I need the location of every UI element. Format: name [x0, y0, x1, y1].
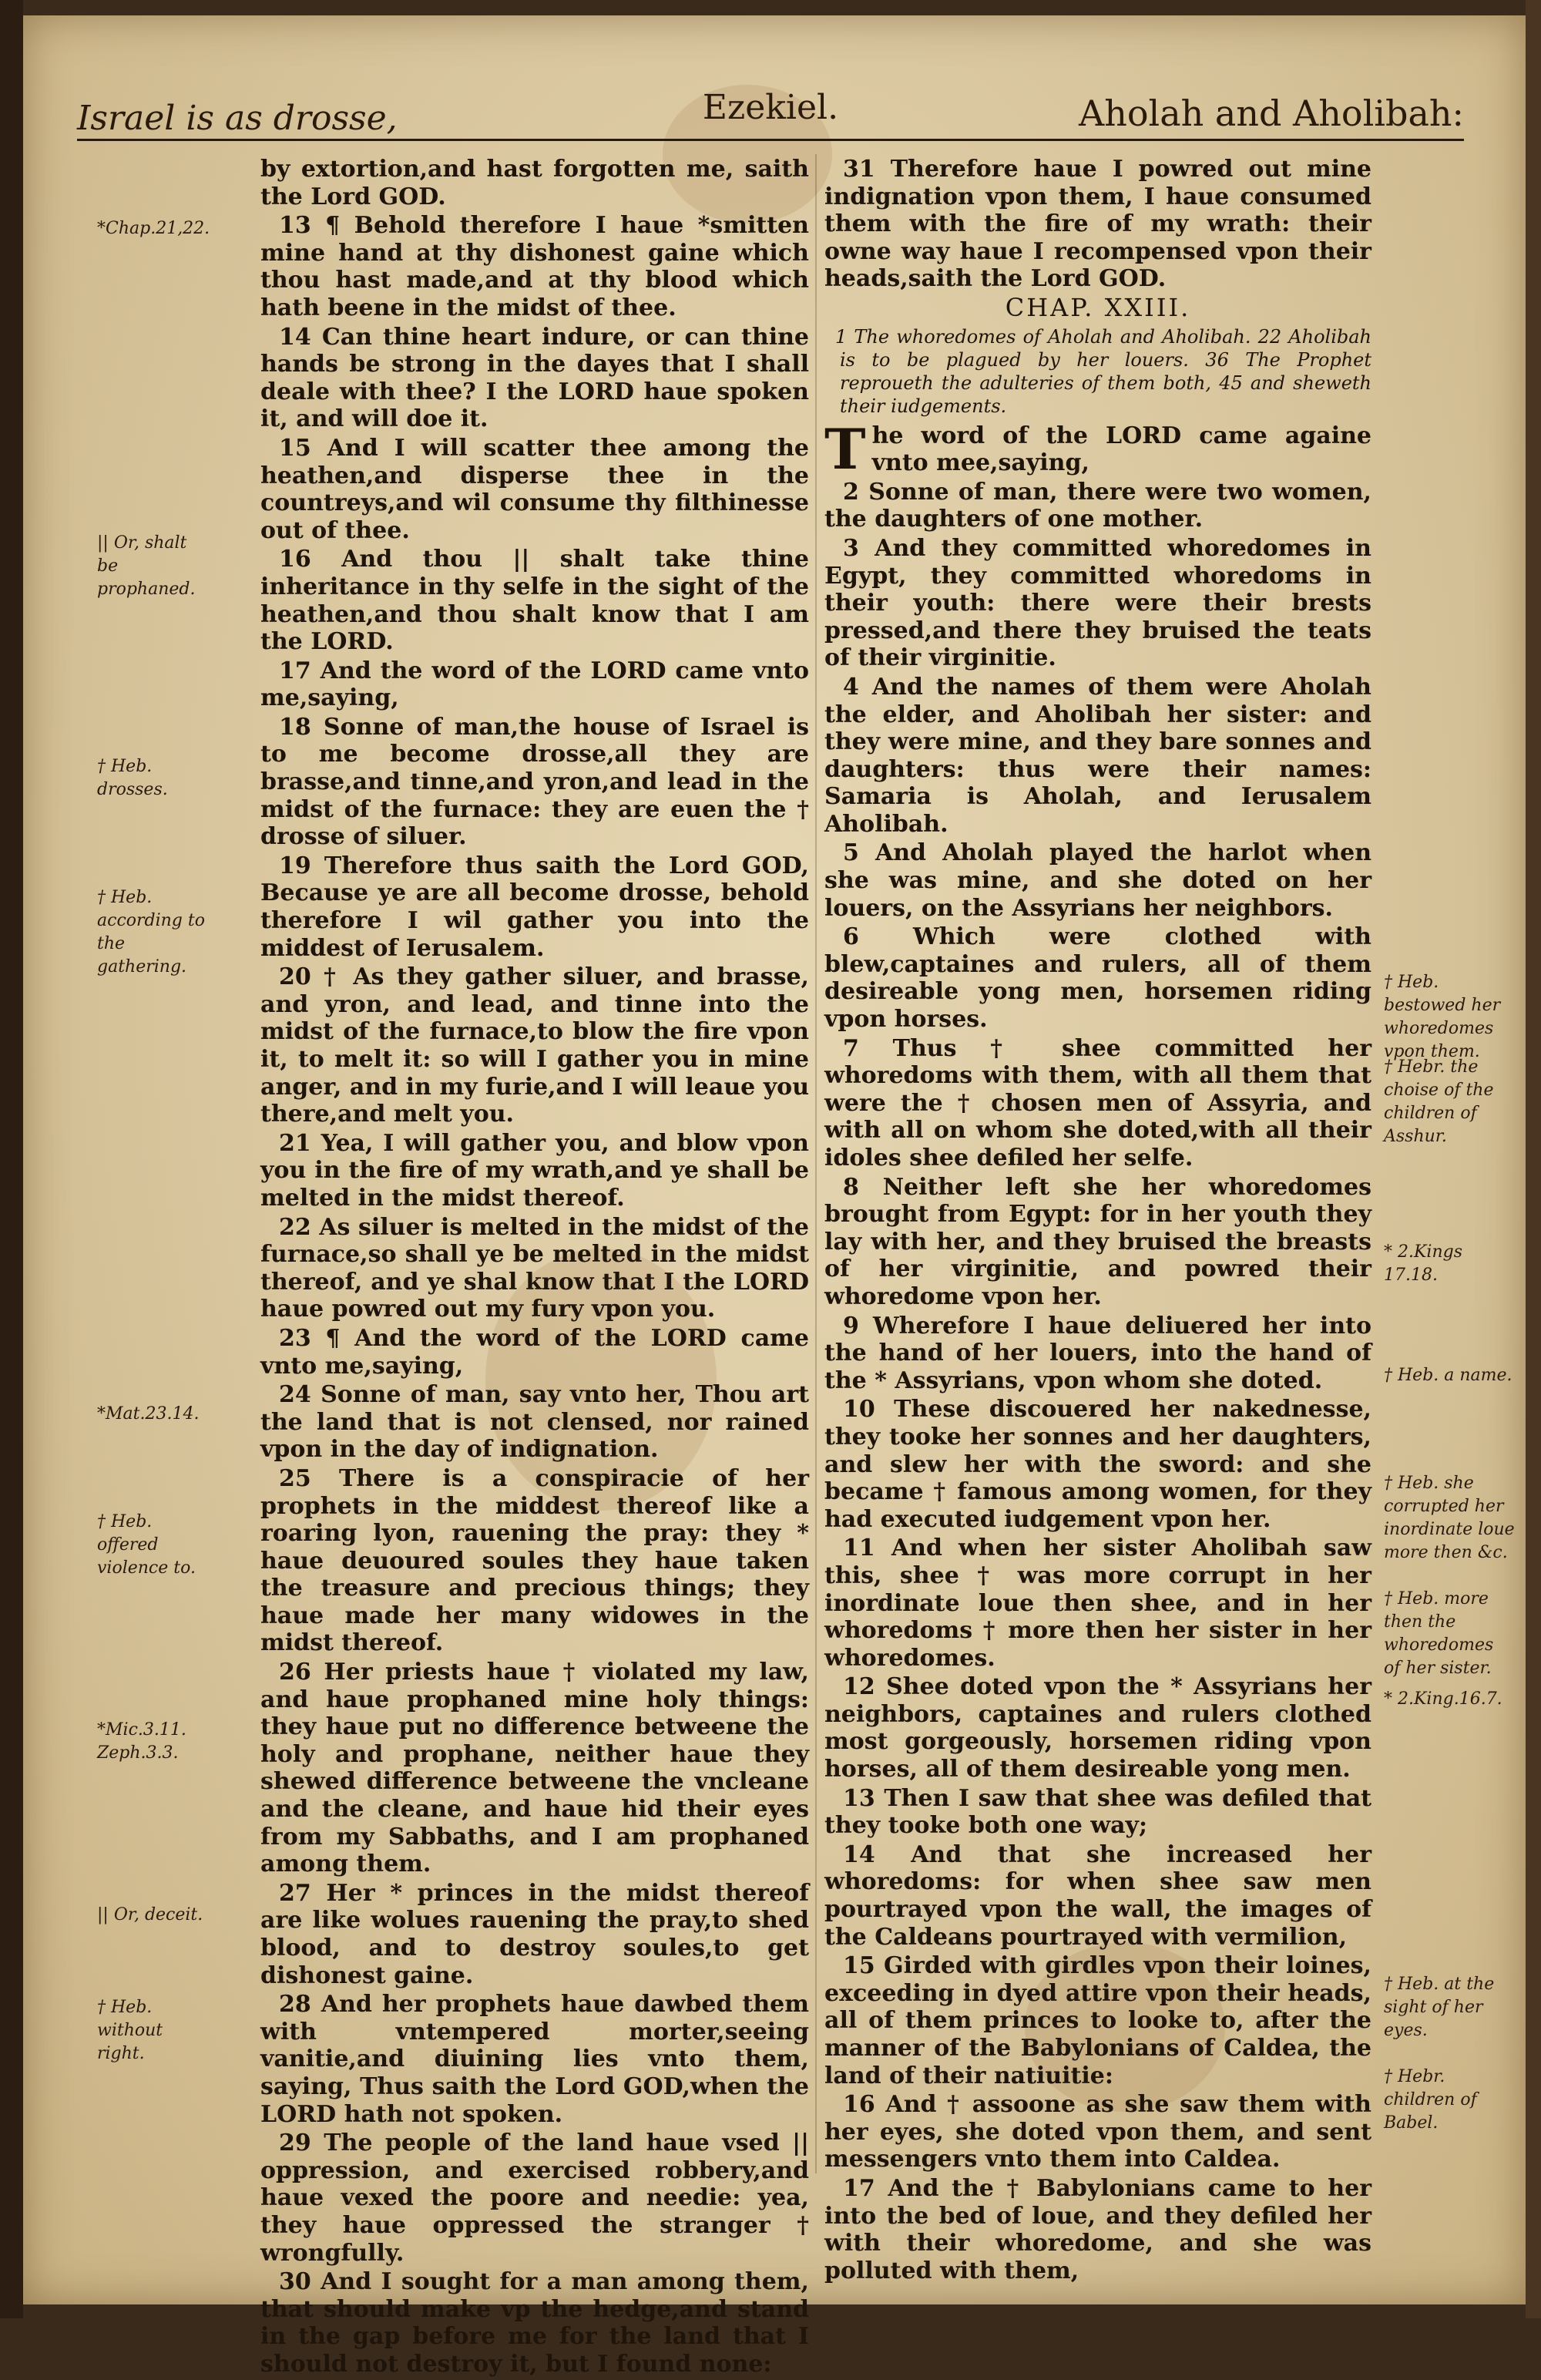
- verse: 15 Girded with girdles vpon their loines, exceeding in dyed attire vpon their heads, all of them princes to looke to, after the manner of the Babylonians of Caldea, the land of their natiuitie:: [824, 1952, 1371, 2089]
- verse: 28 And her prophets haue dawbed them with vntempered morter,seeing vanitie,and diuining lies vnto them, saying, Thus saith the Lord GOD,when the LORD hath not spoken.: [260, 1991, 809, 2128]
- verse: 12 Shee doted vpon the * Assyrians her neighbors, captaines and rulers clothed most gorgeously, horsemen riding vpon horses, all of them desireable yong men.: [824, 1673, 1371, 1783]
- verse: 9 Wherefore I haue deliuered her into the hand of her louers, into the hand of the * Assyrians, vpon whom she doted.: [824, 1312, 1371, 1394]
- verse: 25 There is a conspiracie of her prophets in the middest thereof like a roaring lyon, rauening the pray: they * haue deuoured soules they haue taken the treasure and precious things; they haue made her many widowes in the midst thereof.: [260, 1464, 809, 1657]
- running-header: [77, 69, 1464, 139]
- verse: 5 And Aholah played the harlot when she was mine, and she doted on her louers, on the Assyrians her neighbors.: [824, 839, 1371, 922]
- margin-note: † Hebr. children of Babel.: [1384, 2067, 1477, 2133]
- margin-note: † Heb. more then the whoredomes of her sister.: [1384, 1589, 1494, 1678]
- verse: 31 Therefore haue I powred out mine indignation vpon them, I haue consumed them with the fire of my wrath: their owne way haue I recompensed vpon their heads,saith the Lord GOD.: [824, 156, 1371, 293]
- margin-note: || Or, shalt be prophaned.: [97, 533, 196, 599]
- margin-note: † Hebr. the choise of the children of Asshur.: [1384, 1057, 1494, 1146]
- verse: 10 These discouered her nakednesse, they tooke her sonnes and her daughters, and slew her with the sword: and she became † famous among women, for they had executed iudgement vpon her.: [824, 1396, 1371, 1533]
- verse: 16 And † assoone as she saw them with her eyes, she doted vpon them, and sent messengers vnto them into Caldea.: [824, 2091, 1371, 2173]
- verse: 14 And that she increased her whoredoms: for when shee saw men pourtrayed vpon the wall, the images of the Caldeans pourtrayed with vermilion,: [824, 1840, 1371, 1951]
- verse: 17 And the word of the LORD came vnto me,saying,: [260, 657, 809, 712]
- header-left: Israel is as drosse,: [77, 99, 398, 138]
- margin-note: † Heb. she corrupted her inordinate loue more then &c.: [1384, 1474, 1515, 1562]
- verse: 3 And they committed whoredomes in Egypt, they committed whoredoms in their youth: there were their brests pressed,and there they bruised the teats of their virginitie.: [824, 534, 1371, 672]
- verse: 14 Can thine heart indure, or can thine hands be strong in the dayes that I shall deale with thee? I the LORD haue spoken it, and will doe it.: [260, 323, 809, 433]
- margin-note: † Heb. bestowed her whoredomes vpon them.: [1384, 973, 1501, 1061]
- chapter-title: CHAP. XXIII.: [1005, 292, 1191, 322]
- margin-note: * 2.Kings 17.18.: [1384, 1242, 1462, 1285]
- left-column: [260, 156, 809, 2380]
- margin-note: † Heb. a name.: [1384, 1366, 1512, 1385]
- verse: 2 Sonne of man, there were two women, the daughters of one mother.: [824, 478, 1371, 533]
- verse: 13 ¶ Behold therefore I haue *smitten mine hand at thy dishonest gaine which thou hast made,and at thy blood which hath beene in the midst of thee.: [260, 212, 809, 321]
- verse-text: he word of the LORD came againe vnto mee,saying,: [871, 422, 1371, 477]
- header-right: Aholah and Aholibah:: [1078, 92, 1464, 134]
- margin-note: † Heb. offered violence to.: [97, 1512, 196, 1578]
- verse: 4 And the names of them were Aholah the elder, and Aholibah her sister: and they were mine, and they bare sonnes and daughters: thus were their names: Samaria is Aholah, and Ierusalem Aholibah.: [824, 673, 1371, 838]
- margin-note: † Heb. drosses.: [97, 757, 168, 799]
- margin-note: *Chap.21,22.: [97, 219, 210, 238]
- verse: 29 The people of the land haue vsed || oppression, and exercised robbery,and haue vexed the poore and needie: yea, they haue oppressed the stranger † wrongfully.: [260, 2130, 809, 2267]
- verse: 11 And when her sister Aholibah saw this, shee † was more corrupt in her inordinate loue then shee, and in her whoredoms † more then her sister in her whoredomes.: [824, 1535, 1371, 1672]
- book-page: [23, 15, 1526, 2378]
- column-divider: [815, 154, 817, 2173]
- right-column: [824, 156, 1371, 2286]
- margin-note: † Heb. according to the gathering.: [97, 888, 205, 977]
- verse: by extortion,and hast forgotten me, saith the Lord GOD.: [260, 156, 809, 210]
- verse: 7 Thus † shee committed her whoredoms with them, with all them that were the † chosen men of Assyria, and with all on whom she doted,with all their idoles shee defiled her selfe.: [824, 1034, 1371, 1172]
- margin-note: || Or, deceit.: [97, 1905, 203, 1925]
- header-rule: [77, 139, 1464, 141]
- book-spine-edge: [0, 0, 23, 2318]
- verse: 26 Her priests haue † violated my law, and haue prophaned mine holy things: they haue put no difference betweene the holy and prophane, neither haue they shewed difference betweene the vncleane and the cleane, and haue hid their eyes from my Sabbaths, and I am prophaned among them.: [260, 1659, 809, 1878]
- chapter-summary: 1 The whoredomes of Aholah and Aholibah. 22 Aholibah is to be plagued by her louers. 36 The Prophet reproueth the adulteries of them both, 45 and sheweth their iudgements.: [835, 325, 1371, 417]
- margin-note: † Heb. without right.: [97, 1998, 163, 2063]
- verse: 23 ¶ And the word of the LORD came vnto me,saying,: [260, 1324, 809, 1380]
- verse: 6 Which were clothed with blew,captaines and rulers, all of them desireable yong men, horsemen riding vpon horses.: [824, 923, 1371, 1034]
- verse: 30 And I sought for a man among them, that should make vp the hedge,and stand in the gap before me for the land that I should not destroy it, but I found none:: [260, 2268, 809, 2378]
- drop-cap: T: [824, 415, 866, 482]
- verse: 21 Yea, I will gather you, and blow vpon you in the fire of my wrath,and ye shall be melted in the midst thereof.: [260, 1129, 809, 1212]
- verse: 18 Sonne of man,the house of Israel is to me become drosse,all they are brasse,and tinne,and yron,and lead in the midst of the furnace: they are euen the † drosse of siluer.: [260, 713, 809, 851]
- margin-note: *Mic.3.11. Zeph.3.3.: [97, 1720, 186, 1763]
- verse: 13 Then I saw that shee was defiled that they tooke both one way;: [824, 1784, 1371, 1840]
- verse-first: [824, 415, 1371, 482]
- verse: 19 Therefore thus saith the Lord GOD, Because ye are all become drosse, behold therefore I wil gather you into the middest of Ierusalem.: [260, 852, 809, 962]
- header-book-title: Ezekiel.: [702, 88, 839, 127]
- verse: 17 And the † Babylonians came to her into the bed of loue, and they defiled her with their whoredome, and she was polluted with them,: [824, 2174, 1371, 2284]
- verse: 8 Neither left she her whoredomes brought from Egypt: for in her youth they lay with her, and they bruised the breasts of her virginitie, and powred their whoredome vpon her.: [824, 1173, 1371, 1310]
- verse: 15 And I will scatter thee among the heathen,and disperse thee in the countreys,and wil consume thy filthinesse out of thee.: [260, 434, 809, 544]
- margin-note: † Heb. at the sight of her eyes.: [1384, 1975, 1495, 2040]
- margin-note: *Mat.23.14.: [97, 1404, 200, 1424]
- verse: 22 As siluer is melted in the midst of the furnace,so shall ye be melted in the midst thereof, and ye shal know that I the LORD haue powred out my fury vpon you.: [260, 1213, 809, 1323]
- page-edge-right: [1526, 0, 1541, 2318]
- margin-note: * 2.King.16.7.: [1384, 1689, 1502, 1709]
- verse: 20 † As they gather siluer, and brasse, and yron, and lead, and tinne into the midst of the furnace,to blow the fire vpon it, to melt it: so will I gather you in mine anger, and in my furie,and I will leaue you there,and melt you.: [260, 963, 809, 1128]
- verse: 24 Sonne of man, say vnto her, Thou art the land that is not clensed, nor rained vpon in the day of indignation.: [260, 1381, 809, 1464]
- verse: 27 Her * princes in the midst thereof are like wolues rauening the pray,to shed blood, and to destroy soules,to get dishonest gaine.: [260, 1879, 809, 1989]
- verse: 16 And thou || shalt take thine inheritance in thy selfe in the sight of the heathen,and thou shalt know that I am the LORD.: [260, 546, 809, 656]
